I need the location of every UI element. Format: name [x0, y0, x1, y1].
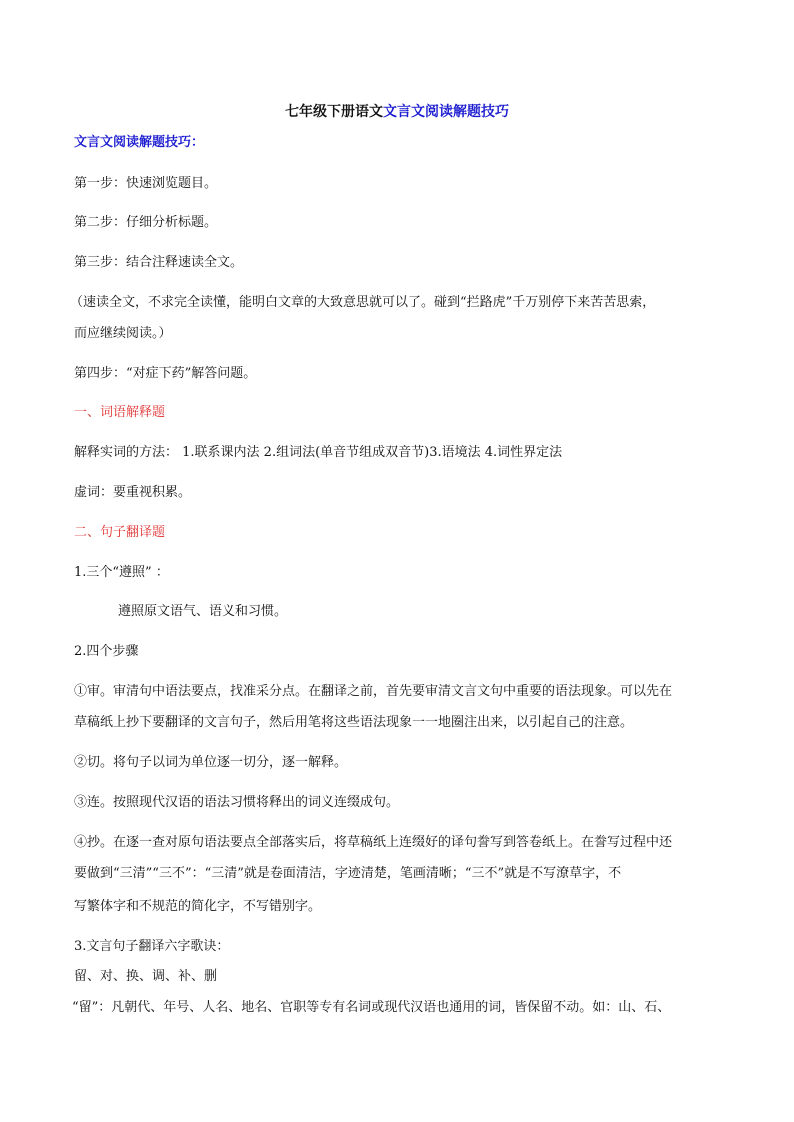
step-4: 第四步：“对症下药”解答问题。 — [74, 366, 257, 381]
intro-heading: 文言文阅读解题技巧： — [74, 135, 205, 150]
step-chao-line-1: ④抄。在逐一查对原句语法要点全部落实后，将草稿纸上连缀好的译句誊写到答卷纸上。在誊写过程中还 — [74, 835, 673, 850]
step-lian: ③连。按照现代汉语的语法习惯将释出的词义连缀成句。 — [74, 795, 400, 810]
document-title — [0, 102, 794, 122]
section-2-heading: 二、句子翻译题 — [74, 525, 166, 540]
step-shen-line-2: 草稿纸上抄下要翻译的文言句子，然后用笔将这些语法现象一一地圈注出来，以引起自己的注意。 — [74, 715, 634, 730]
liu-line-1: “留”：凡朝代、年号、人名、地名、官职等专有名词或现代汉语也通用的词，皆保留不动。如：山、石、 — [72, 1000, 671, 1015]
step-chao-line-2: 要做到“三清”“三不”：“三清”就是卷面清洁，字迹清楚，笔画清晰；“三不”就是不写潦草字，不 — [74, 866, 622, 881]
section-2-item-3-list: 留、对、换、调、补、删 — [74, 969, 218, 984]
section-2-item-2-title: 2.四个步骤 — [74, 644, 139, 659]
section-1-line-1: 解释实词的方法： 1.联系课内法 2.组词法(单音节组成双音节)3.语境法 4.词性界定法 — [74, 445, 563, 460]
section-2-item-3-title: 3.文言句子翻译六字歌诀： — [74, 939, 230, 954]
step-1: 第一步：快速浏览题目。 — [74, 176, 218, 191]
section-1-heading: 一、词语解释题 — [74, 405, 166, 420]
step-chao-line-3: 写繁体字和不规范的简化字，不写错别字。 — [74, 899, 322, 914]
title-highlight: 文言文阅读解题技巧 — [383, 104, 509, 120]
section-1-line-2: 虚词：要重视积累。 — [74, 485, 192, 500]
step-3-note-line-1: （速读全文，不求完全读懂，能明白文章的大致意思就可以了。碰到“拦路虎”千万别停下来苦苦思索， — [70, 295, 656, 310]
step-3-note-line-2: 而应继续阅读。） — [74, 326, 172, 341]
step-3: 第三步：结合注释速读全文。 — [74, 255, 244, 270]
section-2-item-1-body: 遵照原文语气、语义和习惯。 — [118, 604, 288, 619]
section-2-item-1-title: 1.三个“遵照” ： — [74, 565, 169, 580]
title-prefix: 七年级下册语文 — [285, 104, 383, 120]
step-shen-line-1: ①审。审清句中语法要点，找准采分点。在翻译之前，首先要审清文言文句中重要的语法现象。可以先在 — [74, 684, 673, 699]
step-qie: ②切。将句子以词为单位逐一切分，逐一解释。 — [74, 755, 348, 770]
step-2: 第二步：仔细分析标题。 — [74, 215, 218, 230]
